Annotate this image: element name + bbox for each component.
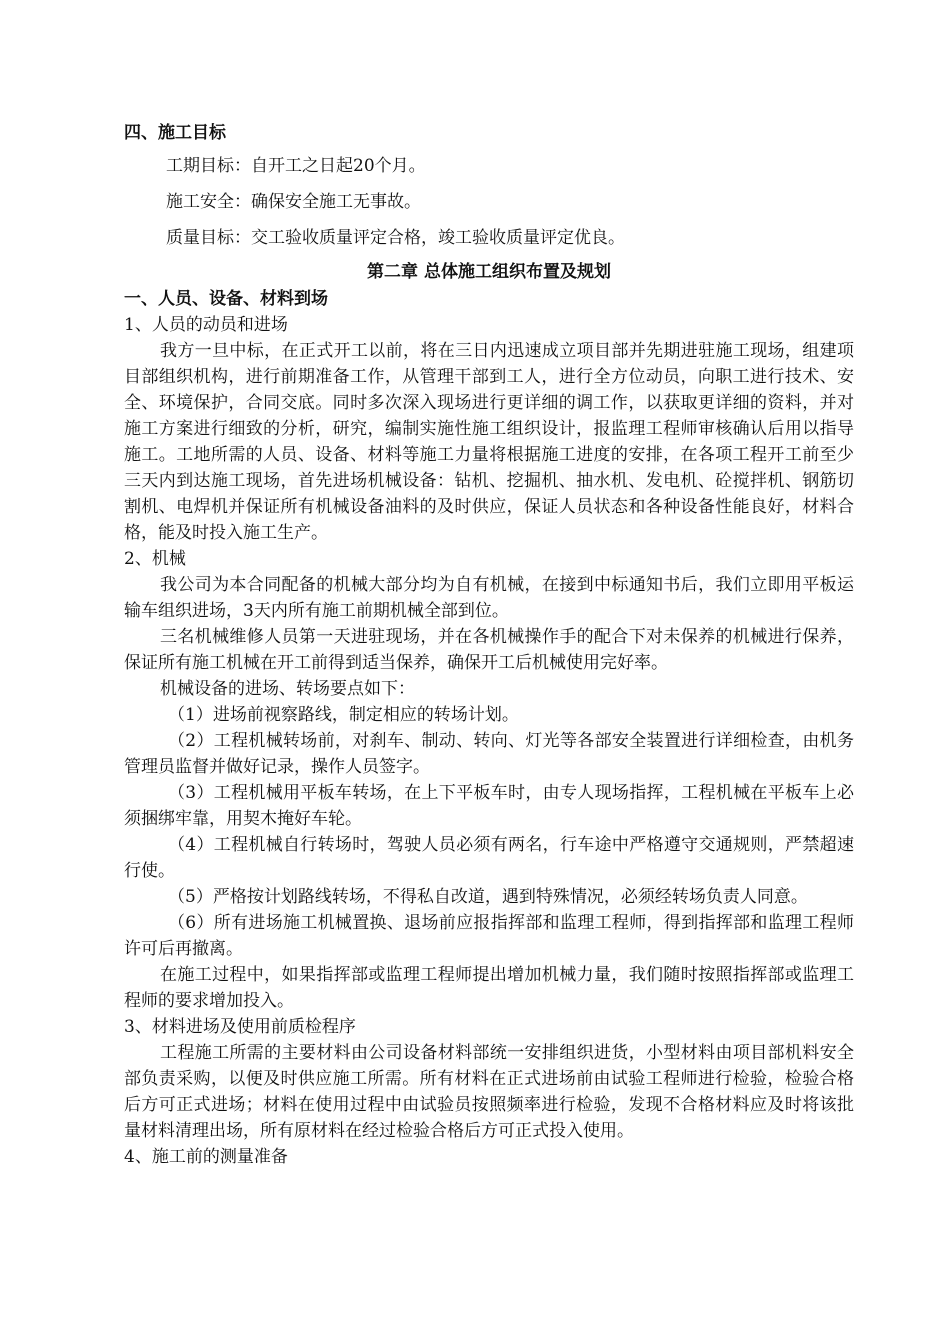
paragraph-personnel: 我方一旦中标，在正式开工以前，将在三日内迅速成立项目部并先期进驻施工现场，组建项目部组织机构，进行前期准备工作，从管理干部到工人，进行全方位动员，向职工进行技术、安全、环境保护，合同交底。同时多次深入现场进行更详细的调工作，以获取更详细的资料，并对施工方案进行细致的分析，研究，编制实施性施工组织设计，报监理工程师审核确认后用以指导施工。工地所需的人员、设备、材料等施工力量将根据施工进度的安排，在各项工程开工前至少三天内到达施工现场，首先进场机械设备：钻机、挖掘机、抽水机、发电机、砼搅拌机、钢筋切割机、电焊机并保证所有机械设备油料的及时供应，保证人员状态和各种设备性能良好，材料合格，能及时投入施工生产。 xyxy=(124,341,854,543)
paragraph-machinery-1: 我公司为本合同配备的机械大部分均为自有机械，在接到中标通知书后，我们立即用平板运输车组织进场，3天内所有施工前期机械全部到位。 xyxy=(124,575,854,621)
list-item-machinery-3: （3）工程机械用平板车转场，在上下平板车时，由专人现场指挥，工程机械在平板车上必须捆绑牢靠，用契木掩好车轮。 xyxy=(124,783,854,829)
goal-quality: 质量目标：交工验收质量评定合格，竣工验收质量评定优良。 xyxy=(166,228,625,248)
document-page xyxy=(124,118,854,1170)
paragraph-machinery-4: 在施工过程中，如果指挥部或监理工程师提出增加机械力量，我们随时按照指挥部或监理工程师的要求增加投入。 xyxy=(124,965,854,1011)
list-item-machinery-2: （2）工程机械转场前，对刹车、制动、转向、灯光等各部安全装置进行详细检查，由机务管理员监督并做好记录，操作人员签字。 xyxy=(124,731,854,777)
goal-schedule: 工期目标：自开工之日起20个月。 xyxy=(166,156,426,176)
paragraph-materials: 工程施工所需的主要材料由公司设备材料部统一安排组织进货，小型材料由项目部机料安全部负责采购，以便及时供应施工所需。所有材料在正式进场前由试验工程师进行检验，检验合格后方可正式进场；材料在使用过程中由试验员按照频率进行检验，发现不合格材料应及时将该批量材料清理出场，所有原材料在经过检验合格后方可正式投入使用。 xyxy=(124,1043,854,1141)
list-item-machinery-4: （4）工程机械自行转场时，驾驶人员必须有两名，行车途中严格遵守交通规则，严禁超速行使。 xyxy=(124,835,854,881)
subheading-materials: 3、材料进场及使用前质检程序 xyxy=(124,1017,356,1037)
paragraph-machinery-3: 机械设备的进场、转场要点如下： xyxy=(160,679,415,699)
subheading-machinery: 2、机械 xyxy=(124,549,186,569)
paragraph-machinery-2: 三名机械维修人员第一天进驻现场，并在各机械操作手的配合下对未保养的机械进行保养，保证所有施工机械在开工前得到适当保养，确保开工后机械使用完好率。 xyxy=(124,627,854,673)
list-item-machinery-6: （6）所有进场施工机械置换、退场前应报指挥部和监理工程师，得到指挥部和监理工程师许可后再撤离。 xyxy=(124,913,854,959)
chapter-title: 第二章 总体施工组织布置及规划 xyxy=(367,262,611,282)
list-item-machinery-5: （5）严格按计划路线转场，不得私自改道，遇到特殊情况，必须经转场负责人同意。 xyxy=(168,887,808,907)
goal-safety: 施工安全：确保安全施工无事故。 xyxy=(166,192,421,212)
section-heading-construction-goals: 四、施工目标 xyxy=(124,123,226,143)
section-heading-arrival: 一、人员、设备、材料到场 xyxy=(124,289,328,309)
subheading-personnel: 1、人员的动员和进场 xyxy=(124,315,288,335)
subheading-survey: 4、施工前的测量准备 xyxy=(124,1147,288,1167)
list-item-machinery-1: （1）进场前视察路线，制定相应的转场计划。 xyxy=(168,705,519,725)
